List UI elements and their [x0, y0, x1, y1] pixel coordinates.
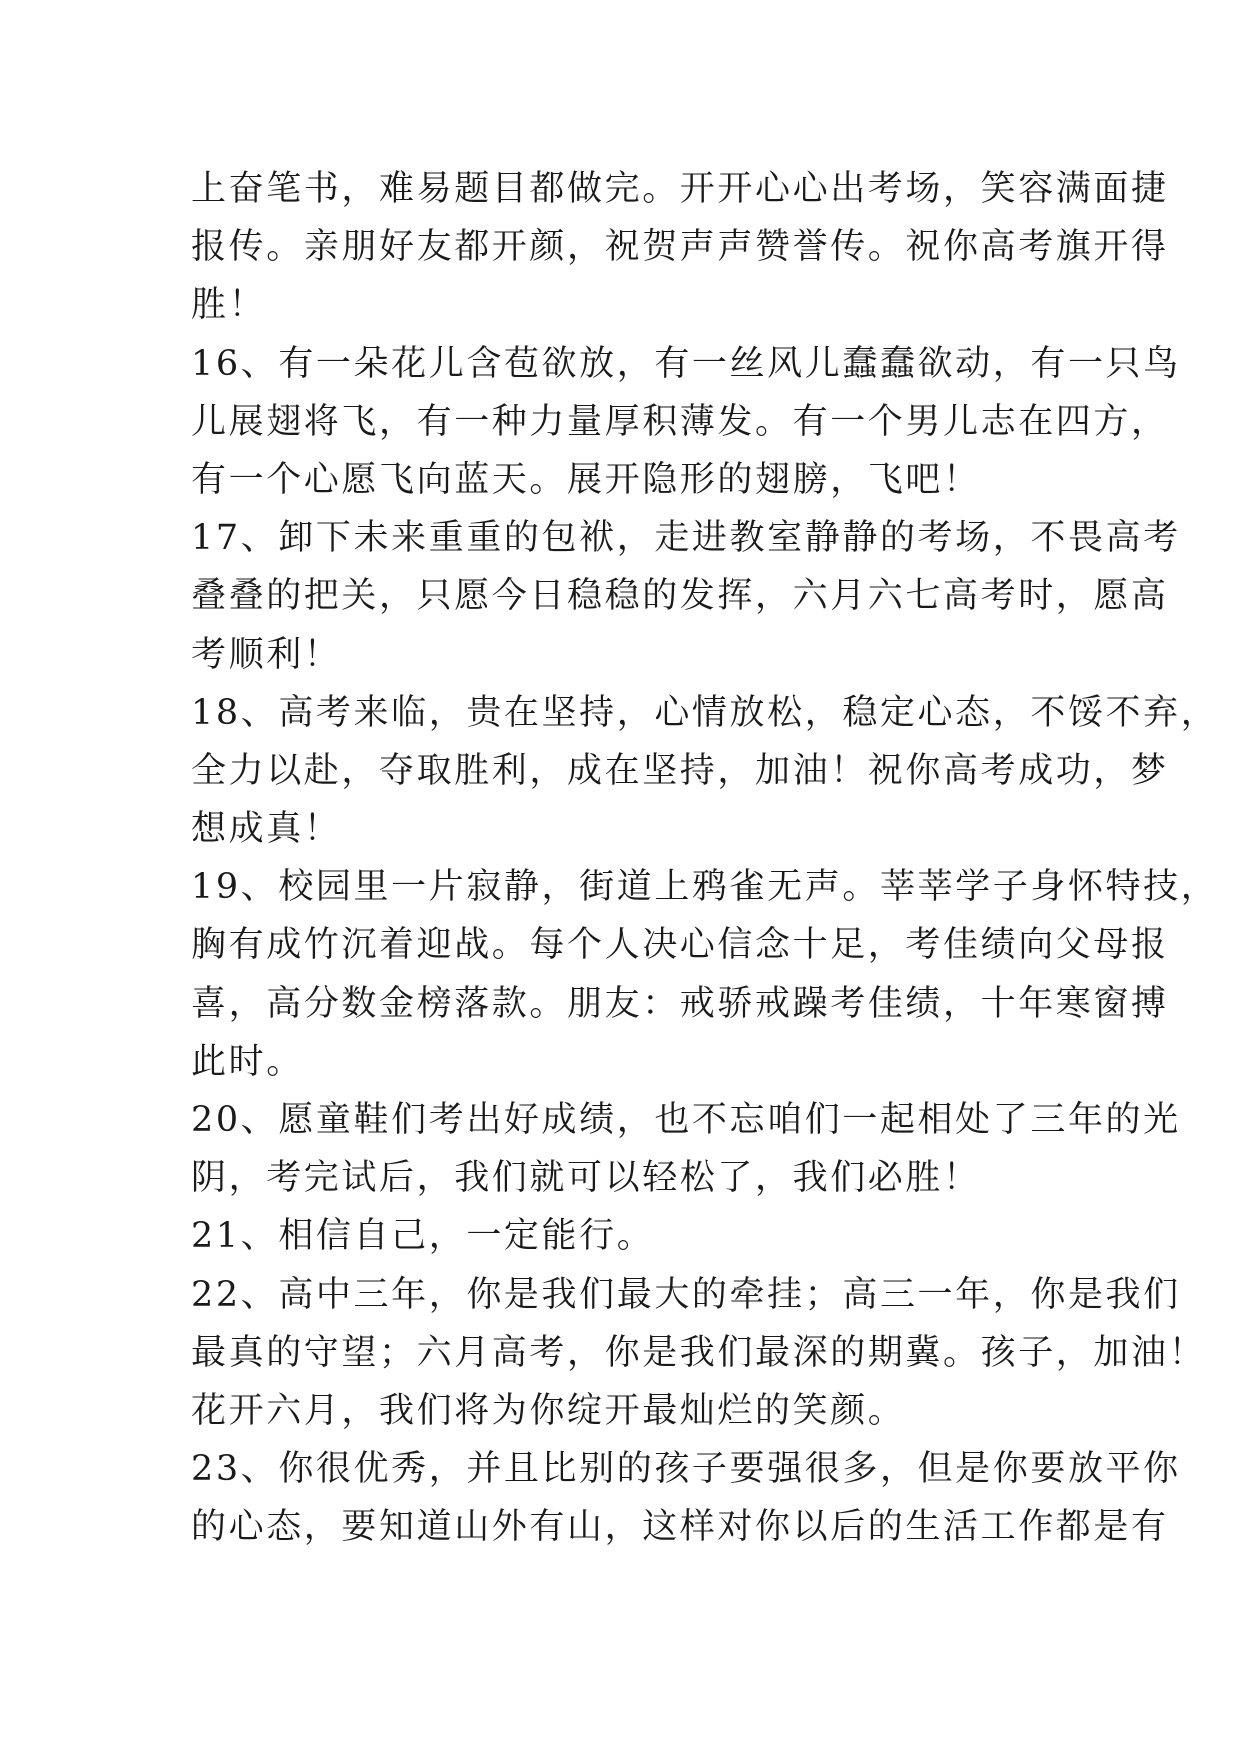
- text-line: 19、校园里一片寂静，街道上鸦雀无声。莘莘学子身怀特技，: [191, 867, 1219, 908]
- text-line: 考顺利！: [191, 634, 342, 675]
- text-line: 叠叠的把关，只愿今日稳稳的发挥，六月六七高考时，愿高: [191, 576, 1169, 617]
- text-line: 21、相信自己，一定能行。: [191, 1216, 655, 1257]
- text-line: 20、愿童鞋们考出好成绩，也不忘咱们一起相处了三年的光: [191, 1100, 1181, 1140]
- text-line: 想成真！: [191, 809, 342, 850]
- text-line: 23、你很优秀，并且比别的孩子要强很多，但是你要放平你: [191, 1449, 1181, 1490]
- text-line: 阴，考完试后，我们就可以轻松了，我们必胜！: [191, 1158, 981, 1199]
- text-line: 报传。亲朋好友都开颜，祝贺声声赞誉传。祝你高考旗开得: [191, 227, 1169, 268]
- text-line: 16、有一朵花儿含苞欲放，有一丝风儿蠢蠢欲动，有一只鸟: [191, 343, 1181, 384]
- text-line: 最真的守望；六月高考，你是我们最深的期冀。孩子，加油！: [191, 1332, 1207, 1373]
- text-line: 花开六月，我们将为你绽开最灿烂的笑颜。: [191, 1390, 906, 1431]
- document-body: [191, 160, 1219, 1557]
- text-line: 17、卸下未来重重的包袱，走进教室静静的考场，不畏高考: [191, 518, 1181, 559]
- text-line: 胸有成竹沉着迎战。每个人决心信念十足，考佳绩向父母报: [191, 925, 1169, 966]
- text-line: 22、高中三年，你是我们最大的牵挂；高三一年，你是我们: [191, 1274, 1181, 1315]
- text-line: 18、高考来临，贵在坚持，心情放松，稳定心态，不馁不弃，: [191, 692, 1219, 733]
- text-line: 上奋笔书，难易题目都做完。开开心心出考场，笑容满面捷: [191, 169, 1169, 209]
- text-line: 的心态，要知道山外有山，这样对你以后的生活工作都是有: [191, 1507, 1169, 1548]
- text-line: 有一个心愿飞向蓝天。展开隐形的翅膀，飞吧！: [191, 459, 981, 500]
- text-line: 喜，高分数金榜落款。朋友：戒骄戒躁考佳绩，十年寒窗搏: [191, 983, 1169, 1024]
- text-line: 胜！: [191, 285, 267, 326]
- text-line: 儿展翅将飞，有一种力量厚积薄发。有一个男儿志在四方，: [191, 401, 1169, 442]
- text-line: 全力以赴，夺取胜利，成在坚持，加油！祝你高考成功，梦: [191, 750, 1169, 791]
- text-line: 此时。: [191, 1041, 304, 1082]
